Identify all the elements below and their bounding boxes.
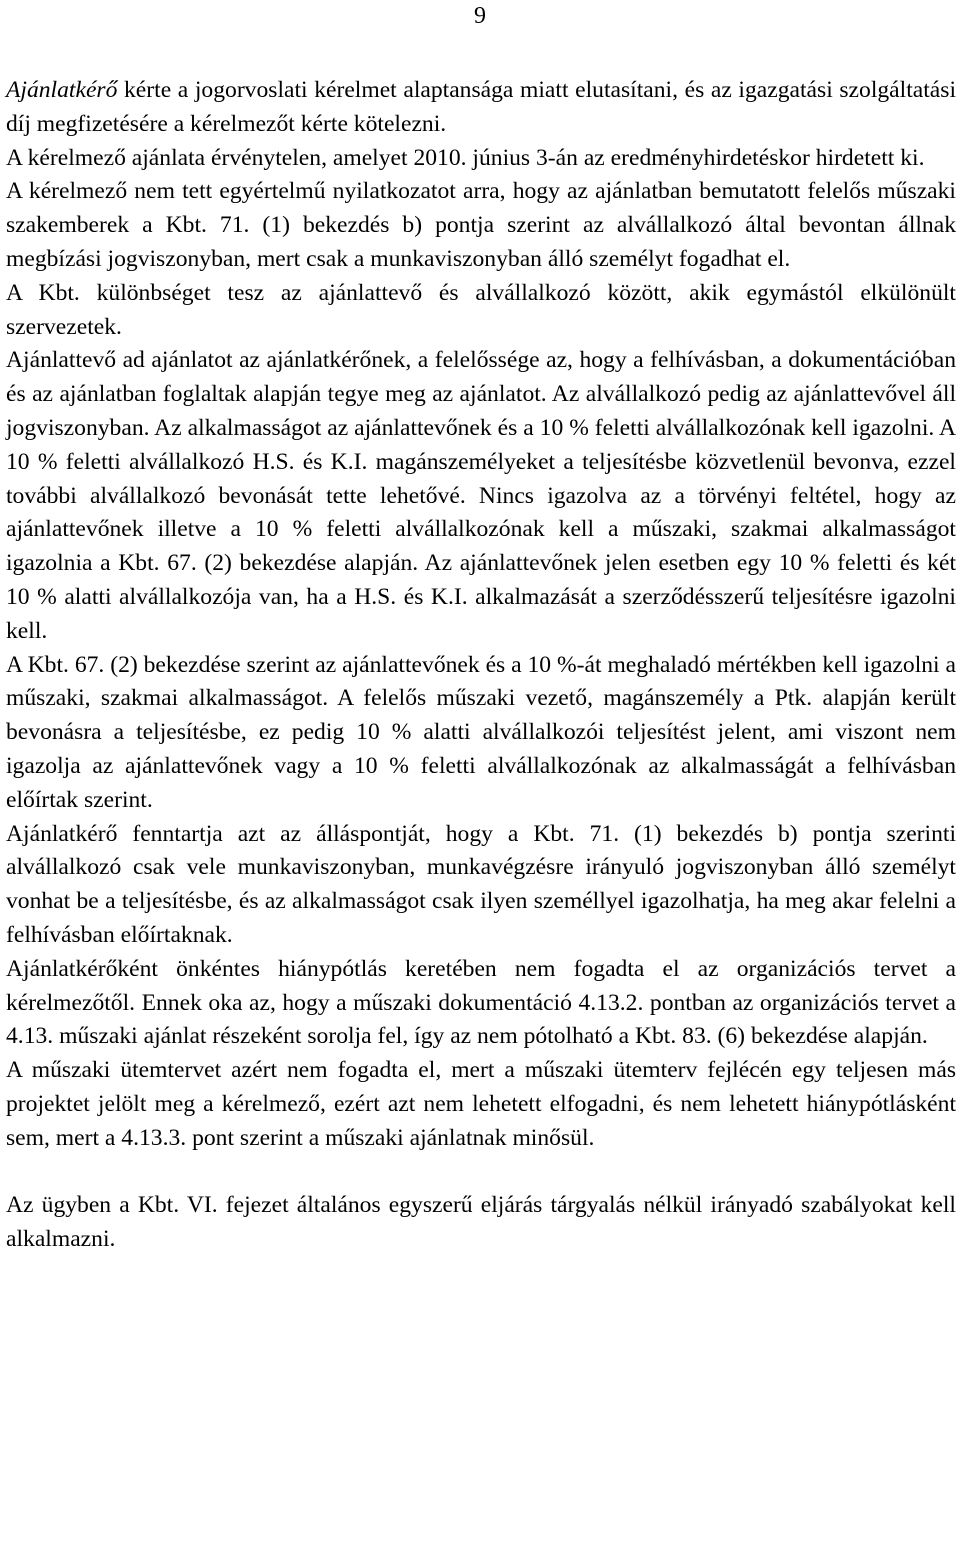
paragraph-lead-italic: Ajánlatkérő (6, 77, 118, 103)
paragraph-text: kérte a jogorvoslati kérelmet alaptansága miatt elutasítani, és az igazgatási szolgáltatási díj megfizetésére a kérelmezőt kérte kötelezni. (6, 77, 956, 137)
paragraph-bidder-responsibility: Ajánlattevő ad ajánlatot az ajánlatkérőnek, a felelőssége az, hogy a felhívásban, a dokumentációban és az ajánlatban foglaltak alapján tegye meg az ajánlatot. Az alvállalkozó pedig az ajánlattevővel áll jogviszonyban. Az alkalmasságot az ajánlattevőnek és a 10 % feletti alvállalkozónak kell igazolni. A 10 % feletti alvállalkozó H.S. és K.I. magánszemélyeket a teljesítésbe közvetlenül bevonva, ezzel további alvállalkozó bevonását tette lehetővé. Nincs igazolva az a törvényi feltétel, hogy az ajánlattevőnek illetve a 10 % feletti alvállalkozónak kell a műszaki, szakmai alkalmasságot igazolnia a Kbt. 67. (2) bekezdése alapján. Az ajánlattevőnek jelen esetben egy 10 % feletti és két 10 % alatti alvállalkozója van, ha a H.S. és K.I. alkalmazását a szerződésszerű teljesítésre igazolni kell. (6, 347, 956, 644)
paragraph-schedule: A műszaki ütemtervet azért nem fogadta el, mert a műszaki ütemterv fejlécén egy teljesen más projektet jelölt meg a kérelmező, ezért azt nem lehetett elfogadni, és nem lehetett hiánypótlásként sem, mert a 4.13.3. pont szerint a műszaki ajánlatnak minősül. (6, 1057, 956, 1151)
paragraph-position: Ajánlatkérő fenntartja azt az álláspontját, hogy a Kbt. 71. (1) bekezdés b) pontja szerinti alvállalkozó csak vele munkaviszonyban, munkavégzésre irányuló jogviszonyban álló személyt vonhat be a teljesítésbe, és az alkalmasságot csak ilyen személlyel igazolhatja, ha meg akar felelni a felhívásban előírtaknak. (6, 820, 956, 948)
paragraph-request (6, 74, 956, 142)
paragraph-procedure: Az ügyben a Kbt. VI. fejezet általános egyszerű eljárás tárgyalás nélkül irányadó szabályokat kell alkalmazni. (6, 1192, 956, 1253)
paragraph-kbt-67: A Kbt. 67. (2) bekezdése szerint az ajánlattevőnek és a 10 %-át meghaladó mértékben kell igazolni a műszaki, szakmai alkalmasságot. A felelős műszaki vezető, magánszemély a Ptk. alapján került bevonásra a teljesítésbe, ez pedig 10 % alatti alvállalkozói teljesítést jelent, ami viszont nem igazolja az ajánlattevőnek vagy a 10 % feletti alvállalkozónak az alkalmasságát a felhívásban előírtak szerint. (6, 651, 956, 813)
page-number: 9 (474, 3, 486, 29)
paragraph-organization-plan: Ajánlatkérőként önkéntes hiánypótlás keretében nem fogadta el az organizációs tervet a kérelmezőtől. Ennek oka az, hogy a műszaki dokumentáció 4.13.2. pontban az organizációs tervet a 4.13. műszaki ajánlat részeként sorolja fel, így az nem pótolható a Kbt. 83. (6) bekezdése alapján. (6, 955, 956, 1050)
document-body (6, 74, 956, 1257)
paragraph-invalid-offer: A kérelmező ajánlata érvénytelen, amelyet 2010. június 3-án az eredményhirdetéskor hirdetett ki. (6, 144, 925, 171)
paragraph-declaration: A kérelmező nem tett egyértelmű nyilatkozatot arra, hogy az ajánlatban bemutatott felelős műszaki szakemberek a Kbt. 71. (1) bekezdés b) pontja szerint az alvállalkozó által bevontan állnak megbízási jogviszonyban, mert csak a munkaviszonyban álló személyt fogadhat el. (6, 178, 956, 272)
paragraph-distinction: A Kbt. különbséget tesz az ajánlattevő és alvállalkozó között, akik egymástól elkülönült szervezetek. (6, 279, 956, 340)
